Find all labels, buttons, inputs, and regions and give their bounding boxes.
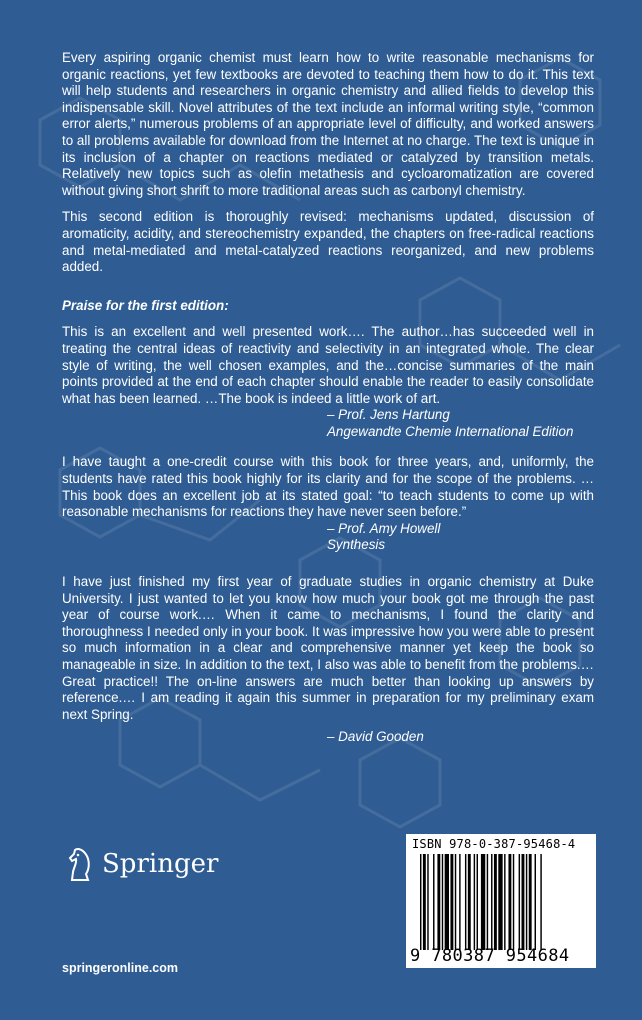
review-author: – Prof. Jens Hartung	[327, 407, 450, 423]
publisher-name: Springer	[102, 849, 219, 879]
review-text: I have taught a one-credit course with this book for three years, and, uniformly, the students have rated this book highly for its clarity and for the scope of the problems. …This book does an excellent job at its stated goal: “to teach students to come up with reasonable mechanisms for reactions they have never seen before.”	[62, 454, 594, 520]
review-text: This is an excellent and well presented work…. The author…has succeeded well in treating the central ideas of reactivity and selectivity in an integrated whole. The clear style of writing, the well chosen examples, and the…concise summaries of the main points provided at the end of each chapter should enable the reader to easily consolidate what has been learned. …The book is indeed a little work of art.	[62, 324, 594, 406]
isbn-label: ISBN 978-0-387-95468-4	[412, 837, 576, 851]
review-author: – David Gooden	[327, 729, 424, 745]
knight-chess-icon	[66, 846, 94, 882]
isbn-barcode	[406, 834, 596, 968]
description-paragraph: This second edition is thoroughly revised: mechanisms updated, discussion of aromaticity, acidity, and stereochemistry expanded, the chapters on free-radical reactions and metal-mediated and metal-catalyzed reactions reorganized, and new problems added.	[62, 209, 594, 275]
review-source: Synthesis	[327, 537, 386, 553]
review-3	[62, 574, 594, 746]
review-author: – Prof. Amy Howell	[327, 520, 441, 536]
springer-logo	[66, 846, 218, 882]
back-cover-text	[62, 50, 594, 760]
review-text: I have just finished my first year of graduate studies in organic chemistry at Duke University. I just wanted to let you know how much your book got me through the past year of course work.… When it came to mechanisms, I found the clarity and thoroughness I needed only in your book. It was impressive how you were able to present so much information in a clear and comprehensive manner yet keep the book so manageable in size. In addition to the text, I also was able to benefit from the problems.… Great practice!! The on-line answers are much better than looking up answers by reference.… I am reading it again this summer in preparation for my preliminary exam next Spring.	[62, 574, 594, 722]
barcode-number: 9 780387 954684	[410, 946, 570, 966]
praise-heading: Praise for the first edition:	[62, 297, 229, 313]
barcode-bars	[420, 854, 594, 950]
description-paragraph: Every aspiring organic chemist must learn how to write reasonable mechanisms for organic reactions, yet few textbooks are devoted to teaching them how to do it. This text will help students and researchers in organic chemistry and allied fields to develop this indispensable skill. Novel attributes of the text include an informal writing style, “common error alerts,” numerous problems of an appropriate level of difficulty, and worked answers to all problems available for download from the Internet at no charge. The text is unique in its inclusion of a chapter on reactions mediated or catalyzed by transition metals. Relatively new topics such as olefin metathesis and cycloaromatization are covered without giving short shrift to more traditional areas such as carbonyl chemistry.	[62, 50, 594, 198]
review-1	[62, 324, 594, 440]
website-url: springeronline.com	[62, 961, 178, 975]
review-2	[62, 454, 594, 554]
review-source: Angewandte Chemie International Edition	[327, 423, 574, 439]
